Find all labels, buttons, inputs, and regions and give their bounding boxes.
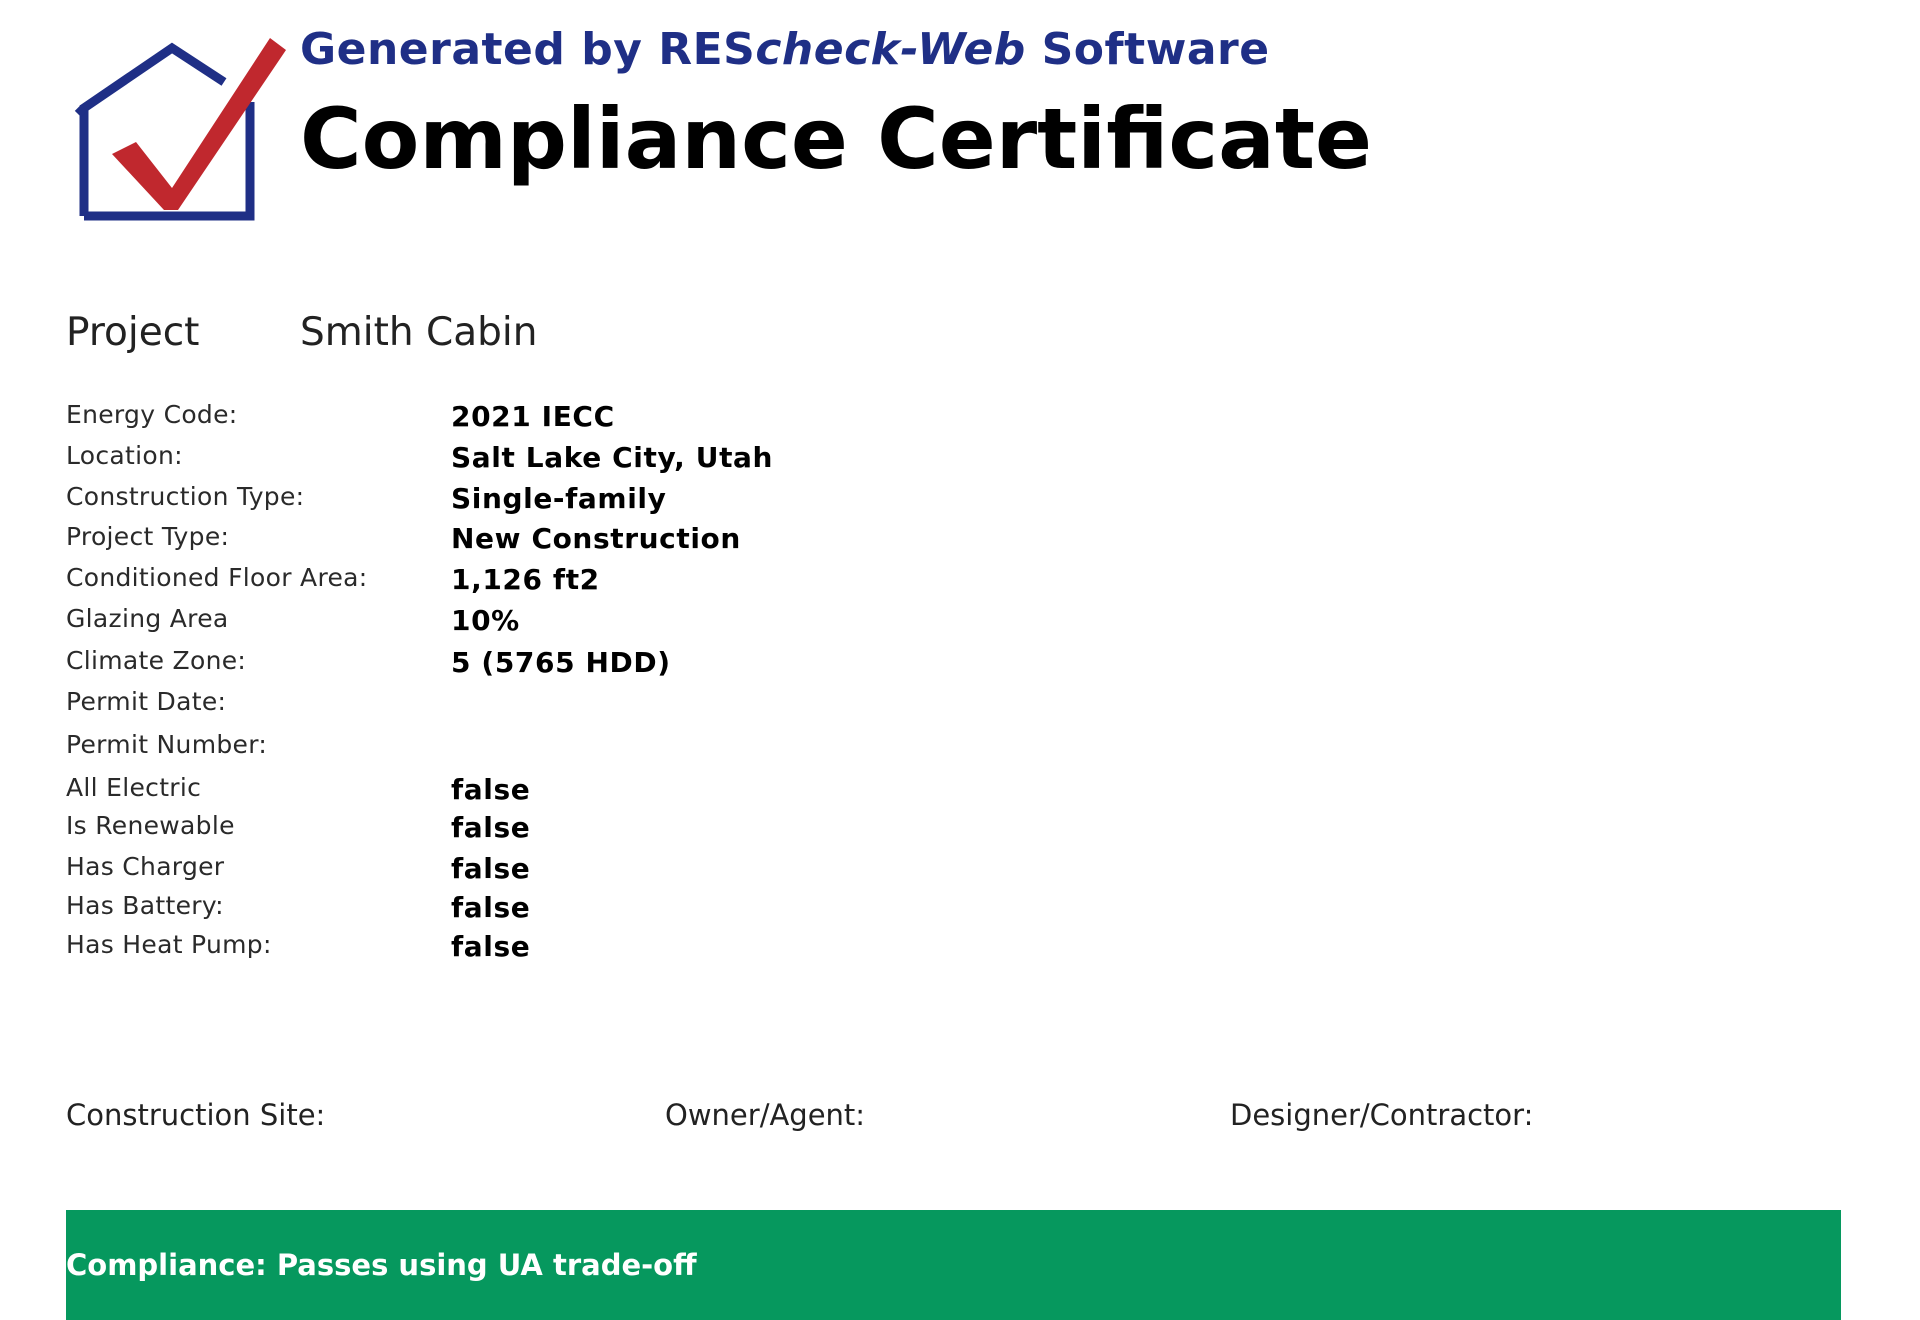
brand-italic: check-Web (755, 24, 1026, 75)
generated-prefix: Generated by (300, 24, 659, 75)
detail-value: 1,126 ft2 (451, 563, 600, 596)
detail-label: Location: (66, 441, 183, 470)
detail-row (66, 522, 1066, 558)
detail-value: Single-family (451, 482, 667, 515)
detail-label: Glazing Area (66, 604, 229, 633)
house-checkmark-icon (74, 30, 286, 242)
detail-row (66, 930, 1066, 966)
detail-label: Project Type: (66, 522, 230, 551)
detail-row (66, 891, 1066, 927)
owner-agent-label: Owner/Agent: (665, 1098, 866, 1132)
detail-label: Has Battery: (66, 891, 224, 920)
detail-label: Is Renewable (66, 811, 235, 840)
detail-row (66, 773, 1066, 809)
detail-row (66, 646, 1066, 682)
detail-row (66, 563, 1066, 599)
generated-by-line (300, 24, 1270, 75)
compliance-status-bar (66, 1210, 1841, 1320)
detail-label: Has Charger (66, 852, 225, 881)
detail-row (66, 604, 1066, 640)
generated-suffix: Software (1025, 24, 1270, 75)
detail-value: 10% (451, 604, 520, 637)
detail-value: false (451, 811, 531, 844)
compliance-status-text: Compliance: Passes using UA trade-off (66, 1248, 697, 1282)
detail-label: Permit Number: (66, 730, 268, 759)
detail-value: false (451, 930, 531, 963)
detail-row (66, 687, 1066, 723)
detail-row (66, 482, 1066, 518)
detail-value: Salt Lake City, Utah (451, 441, 774, 474)
detail-row (66, 852, 1066, 888)
detail-value: false (451, 891, 531, 924)
detail-value: false (451, 773, 531, 806)
detail-value: false (451, 852, 531, 885)
detail-value: New Construction (451, 522, 741, 555)
detail-label: Conditioned Floor Area: (66, 563, 368, 592)
detail-value: 5 (5765 HDD) (451, 646, 671, 679)
detail-row (66, 441, 1066, 477)
construction-site-label: Construction Site: (66, 1098, 326, 1132)
page-title: Compliance Certificate (300, 90, 1372, 188)
detail-label: All Electric (66, 773, 202, 802)
designer-contractor-label: Designer/Contractor: (1230, 1098, 1534, 1132)
brand-plain: RES (658, 24, 756, 75)
project-label: Project (66, 310, 200, 355)
detail-label: Construction Type: (66, 482, 305, 511)
detail-row (66, 730, 1066, 766)
detail-row (66, 811, 1066, 847)
detail-label: Energy Code: (66, 400, 238, 429)
detail-label: Permit Date: (66, 687, 227, 716)
detail-label: Has Heat Pump: (66, 930, 272, 959)
project-name: Smith Cabin (300, 310, 538, 355)
detail-value: 2021 IECC (451, 400, 615, 433)
detail-label: Climate Zone: (66, 646, 247, 675)
detail-row (66, 400, 1066, 436)
